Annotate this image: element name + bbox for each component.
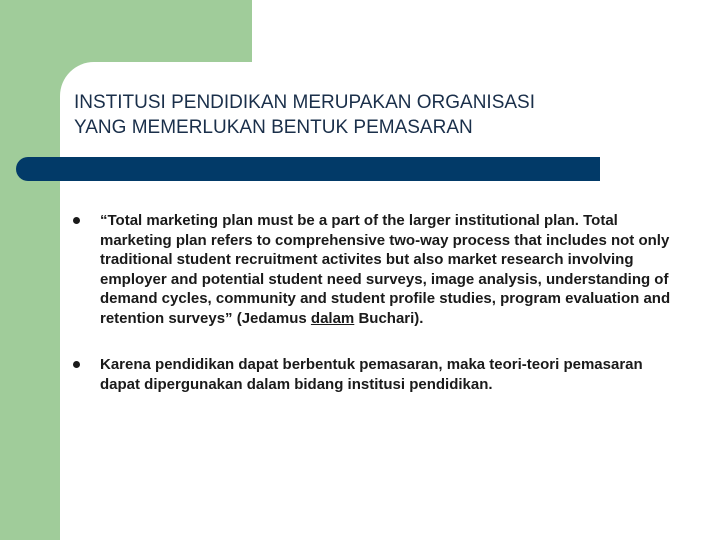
bullet-dot-icon (73, 217, 80, 224)
title-underline-bar (16, 157, 600, 181)
bullet-underlined-word: dalam (310, 309, 355, 327)
bullet-list (73, 211, 673, 394)
bullet-text: “Total marketing plan must be a part of the larger institutional plan. Total marketing plan refers to comprehensive two-way process that includes not only traditional student recruitment activites but also market research involving employer and potential student need surveys, image analysis, understanding of demand cycles, community and student profile studies, program evaluation and retention surveys” (Jedamus (100, 212, 671, 327)
bullet-dot-icon (73, 361, 80, 368)
bullet-item-conclusion (73, 355, 673, 394)
bullet-item-quote (73, 211, 673, 328)
bullet-text-end: Buchari). (354, 309, 424, 327)
bullet-text: Karena pendidikan dapat berbentuk pemasaran, maka teori-teori pemasaran dapat dipergunakan dalam bidang institusi pendidikan. (100, 356, 643, 393)
slide-title: INSTITUSI PENDIDIKAN MERUPAKAN ORGANISASI YANG MEMERLUKAN BENTUK PEMASARAN (74, 92, 536, 138)
